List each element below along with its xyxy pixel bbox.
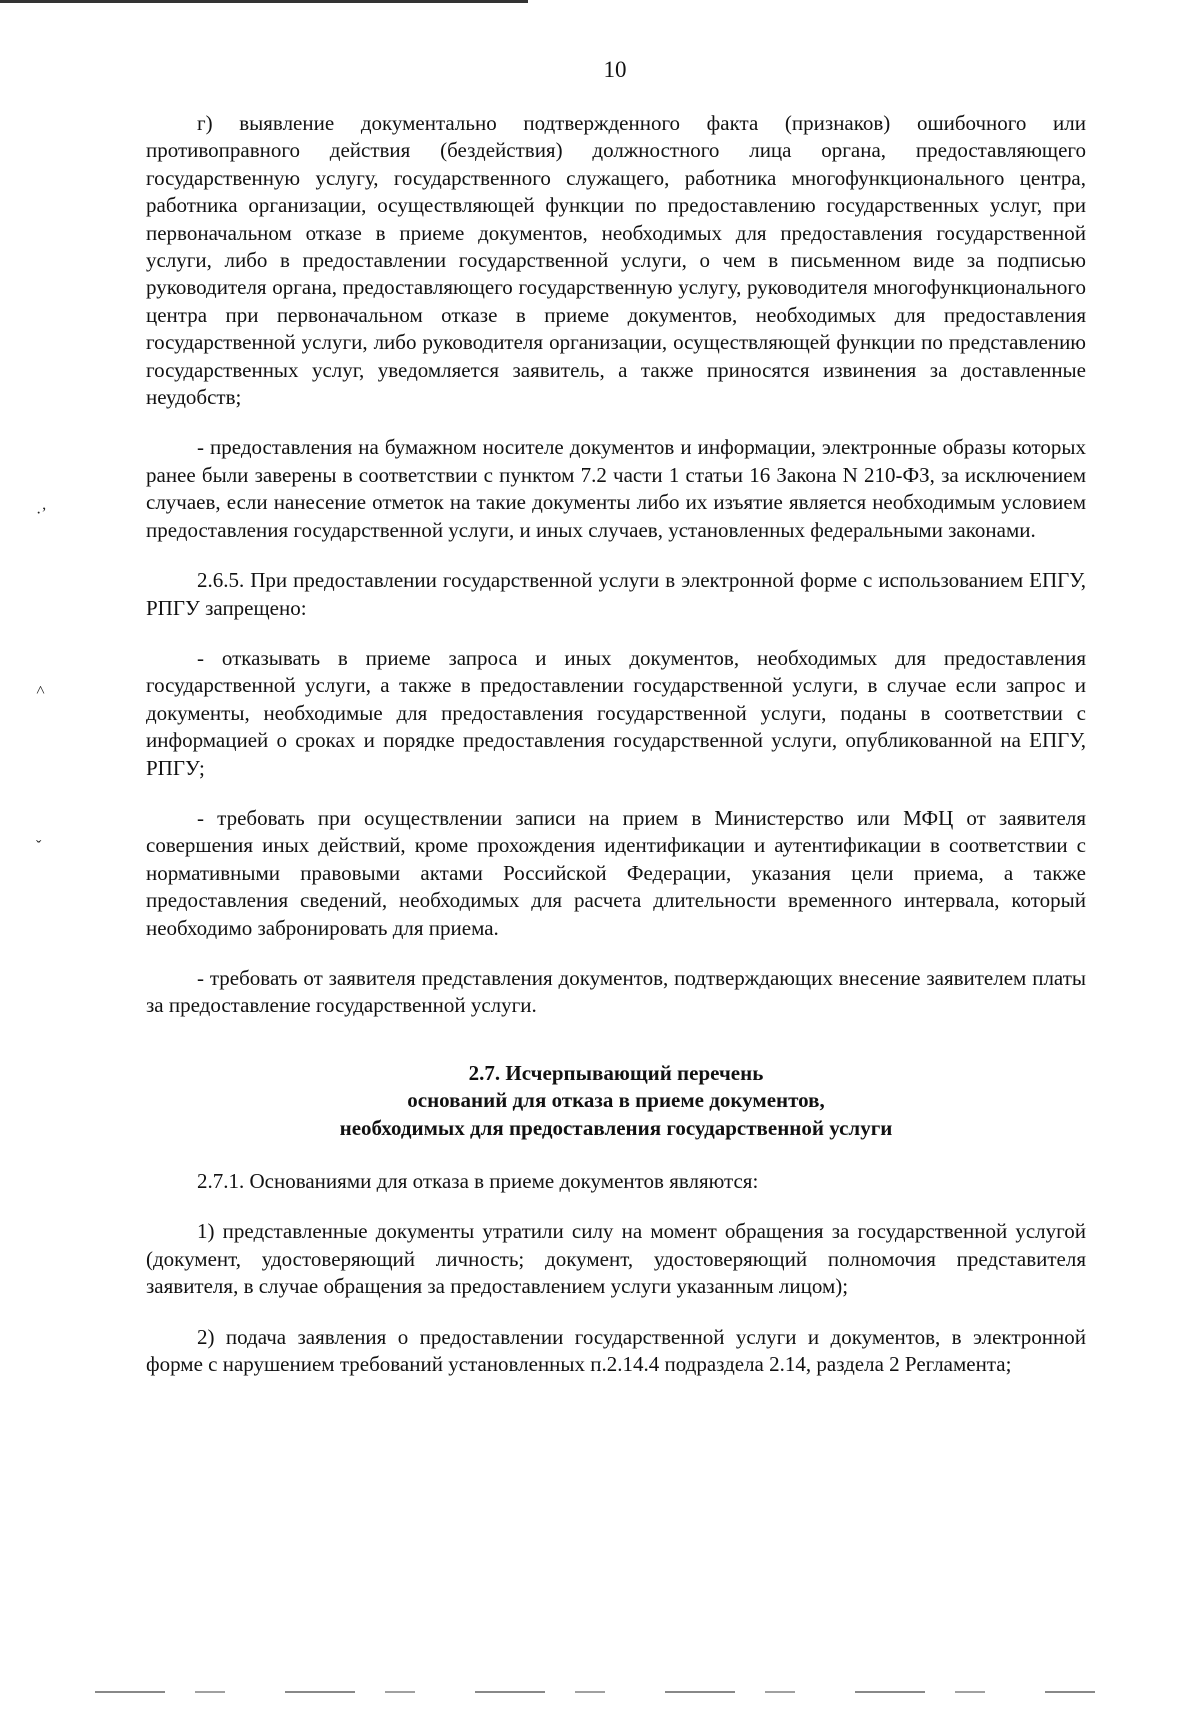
paragraph-2-6-5: 2.6.5. При предоставлении государственной услуги в электронной форме с использованием ЕПГУ, РПГУ запрещено: xyxy=(146,568,1086,620)
paragraph-g-violation: г) выявление документально подтвержденного факта (признаков) ошибочного или противоправного действия (бездействия) должностного лица органа, предоставляющего государственную услугу, государственного служащего, работника многофункционального центра, работника организации, осуществляющей функции по предоставлению государственных услуг, при первоначальном отказе в приеме документов, необходимых для предоставления государственной услуги, либо в предоставлении государственной услуги, о чем в письменном виде за подписью руководителя органа, предоставляющего государственную услугу, руководителя многофункционального центра при первоначальном отказе в приеме документов, необходимых для предоставления государственной услуги, либо руководителя организации, осуществляющей функции по представлению государственных услуг, уведомляется заявитель, а также приносятся извинения за доставленные неудобств; xyxy=(146,111,1086,410)
scan-bottom-edge xyxy=(95,1691,1095,1693)
margin-scan-mark: ˇ xyxy=(36,838,42,855)
page-number: 10 xyxy=(603,57,627,82)
list-item-1: 1) представленные документы утратили силу на момент обращения за государственной услугой (документ, удостоверяющий личность; документ, удостоверяющий полномочия представителя заявителя, в случае обращения за предоставлением услуги указанным лицом); xyxy=(146,1219,1086,1299)
paragraph-2-7-1: 2.7.1. Основаниями для отказа в приеме документов являются: xyxy=(197,1169,759,1193)
paragraph-payment: - требовать от заявителя представления документов, подтверждающих внесение заявителем платы за предоставление государственной услуги. xyxy=(146,965,1086,1018)
document-body xyxy=(146,110,1086,1401)
paragraph-paper-documents: - предоставления на бумажном носителе документов и информации, электронные образы которых ранее были заверены в соответствии с пунктом 7.2 части 1 статьи 16 Закона N 210-ФЗ, за исключением случаев, если нанесение отметок на такие документы либо их изъятие является необходимым условием предоставления государственной услуги, и иных случаев, установленных федеральными законами. xyxy=(146,435,1086,542)
list-item-2: 2) подача заявления о предоставлении государственной услуги и документов, в электронной форме с нарушением требований установленных п.2.14.4 подраздела 2.14, раздела 2 Регламента; xyxy=(146,1324,1086,1377)
paragraph-appointment: - требовать при осуществлении записи на прием в Министерство или МФЦ от заявителя совершения иных действий, кроме прохождения идентификации и аутентификации в соответствии с нормативными правовыми актами Российской Федерации, указания цели приема, а также предоставления сведений, необходимых для расчета длительности временного интервала, который необходимо забронировать для приема. xyxy=(146,805,1086,940)
section-heading-2-7 xyxy=(146,1060,1086,1142)
paragraph-refuse-request: - отказывать в приеме запроса и иных документов, необходимых для предоставления государственной услуги, а также в предоставлении государственной услуги, в случае если запрос и документы, необходимые для предоставления государственной услуги, поданы в соответствии с информацией о сроках и порядке предоставления государственной услуги, опубликованной на ЕПГУ, РПГУ; xyxy=(146,645,1086,780)
scan-top-edge xyxy=(0,0,1200,3)
margin-scan-mark: ˄ xyxy=(36,682,46,699)
margin-scan-mark: ·’ xyxy=(36,505,47,522)
section-heading-line: 2.7. Исчерпывающий перечень xyxy=(468,1060,764,1085)
section-heading-line: оснований для отказа в приеме документов, xyxy=(407,1088,825,1113)
section-heading-line: необходимых для предоставления государственной услуги xyxy=(339,1115,893,1140)
